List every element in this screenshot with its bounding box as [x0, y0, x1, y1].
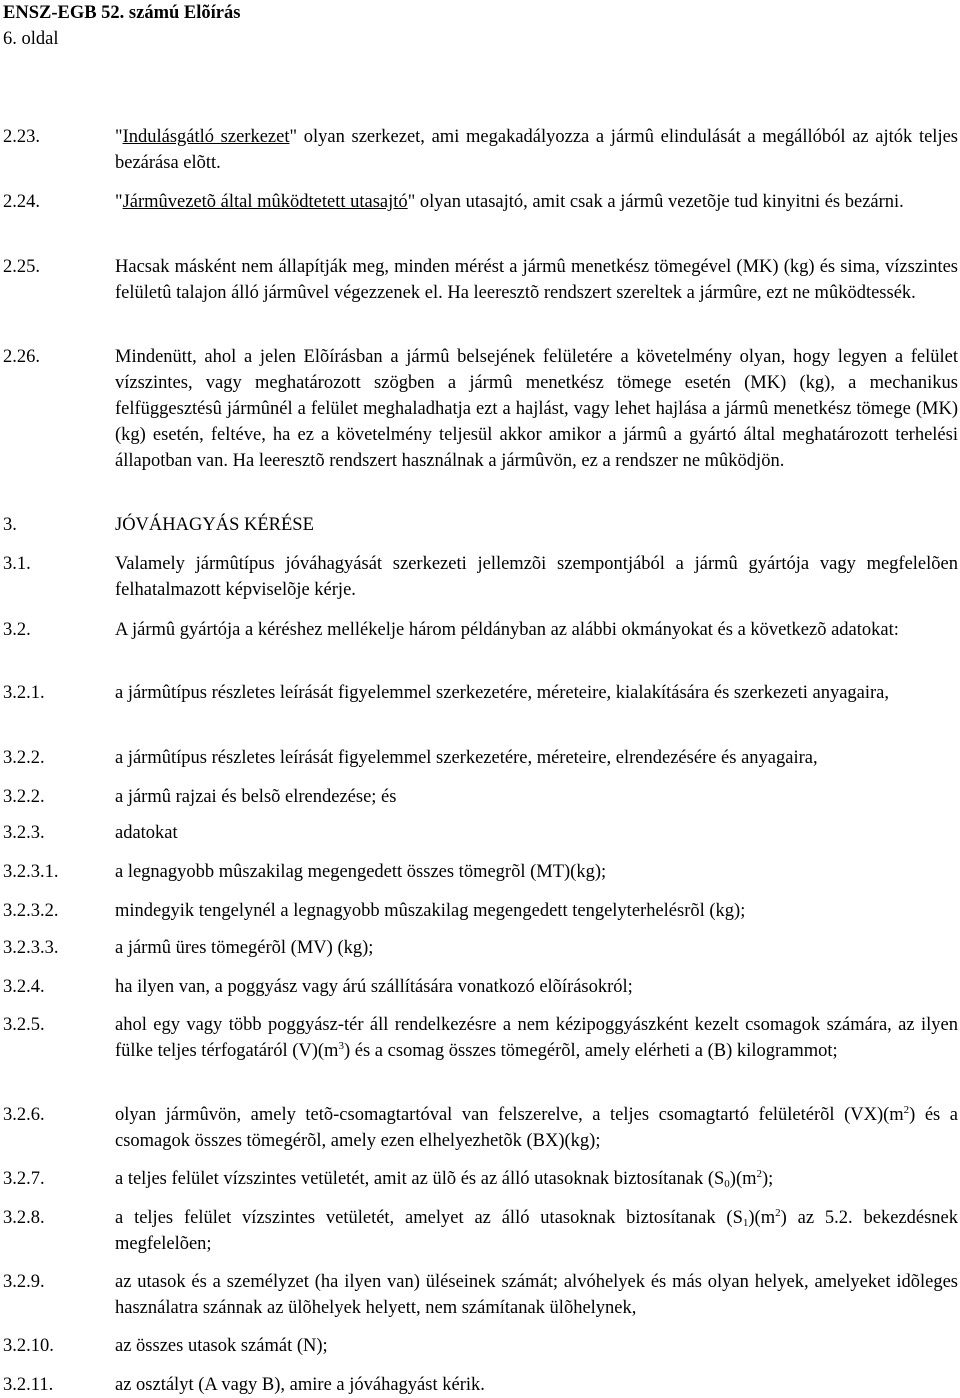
paragraph-number: 3.2.4. [3, 977, 45, 997]
paragraph-number: 3.2.8. [3, 1208, 45, 1228]
paragraph-3-2-10 [3, 1333, 958, 1359]
paragraph-text: a jármû üres tömegérõl (MV) (kg); [115, 938, 374, 958]
paragraph-text: Hacsak másként nem állapítják meg, minden mérést a jármû menetkész tömegével (MK) (kg) és sima, vízszintes felületû talajon álló jármûvel végezzenek el. Ha leeresztõ rendszert szereltek a jármûre, ezt ne mûködtessék. [115, 257, 958, 303]
paragraph-number: 3.2.3.3. [3, 938, 59, 958]
paragraph-text: az osztályt (A vagy B), amire a jóváhagyást kérik. [115, 1375, 485, 1395]
paragraph-text: az összes utasok számát (N); [115, 1336, 328, 1356]
paragraph-3-2-6 [3, 1102, 958, 1154]
paragraph-text: "Indulásgátló szerkezet" olyan szerkezet, ami megakadályozza a jármû elindulását a megállóból az ajtók teljes bezárása elõtt. [115, 127, 959, 173]
paragraph-3-2-8 [3, 1205, 958, 1257]
paragraph-3-2-3 [3, 820, 958, 846]
page-header [3, 0, 240, 52]
paragraph-text: az utasok és a személyzet (ha ilyen van) üléseinek számát; alvóhelyek és más olyan helyek, amelyeket idõleges használatra szánnak az ülõhelyek helyett, nem számítanak ülõhelynek, [115, 1272, 958, 1318]
paragraph-number: 2.23. [3, 127, 40, 147]
paragraph-2-23 [3, 124, 958, 176]
paragraph-number: 3.2.5. [3, 1015, 45, 1035]
paragraph-number: 3.2.1. [3, 683, 45, 703]
paragraph-text: ha ilyen van, a poggyász vagy árú szállítására vonatkozó elõírásokról; [115, 977, 633, 997]
paragraph-text: "Jármûvezetõ által mûködtetett utasajtó" olyan utasajtó, amit csak a jármû vezetõje tud kinyitni és bezárni. [115, 192, 904, 212]
paragraph-2-25 [3, 254, 958, 306]
paragraph-number: 3.2.9. [3, 1272, 45, 1292]
paragraph-number: 3.2.2. [3, 748, 45, 768]
paragraph-text: Mindenütt, ahol a jelen Elõírásban a jármû belsejének felületére a követelmény olyan, hogy legyen a felület vízszintes, vagy meghatározott szögben a jármû menetkész tömege esetén (MK) (kg), a mechanikus felfüggesztésû jármûnél a felület meghaladhatja ezt a hajlást, vagy lehet hajlása a jármû menetkész tömege (MK) (kg) esetén, feltéve, ha ez a követelmény teljesül akkor amikor a jármû a gyártó által meghatározott terhelési állapotban van. Ha leeresztõ rendszert használnak a jármûvön, ez a rendszer ne mûködjön. [115, 347, 958, 471]
paragraph-number: 2.25. [3, 257, 40, 277]
paragraph-number: 3.2.2. [3, 787, 45, 807]
paragraph-3-2-1 [3, 680, 958, 706]
paragraph-3-2-9 [3, 1269, 958, 1321]
paragraph-text: adatokat [115, 823, 178, 843]
paragraph-3-2-11 [3, 1372, 958, 1398]
paragraph-number: 3.2.3. [3, 823, 45, 843]
paragraph-3-2-3-2 [3, 898, 958, 924]
defined-term: Indulásgátló szerkezet [122, 127, 290, 147]
paragraph-text: a jármûtípus részletes leírását figyelemmel szerkezetére, méreteire, elrendezésére és anyagaira, [115, 748, 818, 768]
paragraph-text: A jármû gyártója a kéréshez mellékelje három példányban az alábbi okmányokat és a következõ adatokat: [115, 620, 899, 640]
paragraph-text: olyan jármûvön, amely tetõ-csomagtartóval van felszerelve, a teljes csomagtartó felületérõl $(VX)(m^2)$ és a csomagok összes tömegérõl, amely ezen elhelyezhetõk (BX)(kg); [115, 1104, 958, 1151]
paragraph-number: 2.24. [3, 192, 40, 212]
paragraph-2-24 [3, 189, 958, 215]
paragraph-text: a teljes felület vízszintes vetületét, amelyet az álló utasoknak biztosítanak $(S_1)(m^2)$ az 5.2. bekezdésnek megfelelõen; [115, 1207, 958, 1254]
paragraph-text: a jármûtípus részletes leírását figyelemmel szerkezetére, méreteire, kialakítására és szerkezeti anyagaira, [115, 683, 890, 703]
paragraph-text: mindegyik tengelynél a legnagyobb mûszakilag megengedett tengelyterhelésrõl (kg); [115, 901, 746, 921]
paragraph-number: 3.2.6. [3, 1105, 45, 1125]
document-title: ENSZ-EGB 52. számú Elõírás [3, 3, 241, 23]
paragraph-number: 3.2.3.2. [3, 901, 59, 921]
paragraph-text: a jármû rajzai és belsõ elrendezése; és [115, 787, 397, 807]
paragraph-text: Valamely jármûtípus jóváhagyását szerkezeti jellemzõi szempontjából a jármû gyártója vagy megfelelõen felhatalmazott képviselõje kérje. [115, 554, 958, 600]
paragraph-3-2 [3, 617, 958, 643]
paragraph-number: 3.2.3.1. [3, 862, 59, 882]
paragraph-3-2-3-1 [3, 859, 958, 885]
paragraph-3-2-2 [3, 745, 958, 771]
defined-term: Jármûvezetõ által mûködtetett utasajtó [122, 192, 408, 212]
section-number: 3. [3, 515, 17, 535]
paragraph-3-2-7 [3, 1166, 958, 1192]
paragraph-3-2-3-3 [3, 935, 958, 961]
paragraph-text: a legnagyobb mûszakilag megengedett összes tömegrõl (MT)(kg); [115, 862, 607, 882]
paragraph-3-2-2-b [3, 784, 958, 810]
paragraph-text: a teljes felület vízszintes vetületét, amit az ülõ és az álló utasoknak biztosítanak $(S_0)(m^2)$; [115, 1168, 774, 1190]
paragraph-number: 3.1. [3, 554, 31, 574]
paragraph-number: 2.26. [3, 347, 40, 367]
section-title: JÓVÁHAGYÁS KÉRÉSE [115, 515, 314, 535]
paragraph-2-26 [3, 344, 958, 474]
page-number: 6. oldal [3, 29, 59, 49]
paragraph-3-2-5 [3, 1012, 958, 1064]
paragraph-number: 3.2.7. [3, 1169, 45, 1189]
paragraph-3-1 [3, 551, 958, 603]
paragraph-number: 3.2.11. [3, 1375, 54, 1395]
paragraph-3-2-4 [3, 974, 958, 1000]
paragraph-number: 3.2. [3, 620, 31, 640]
paragraph-number: 3.2.10. [3, 1336, 54, 1356]
paragraph-text: ahol egy vagy több poggyász-tér áll rendelkezésre a nem kézipoggyászként kezelt csomagok számára, az ilyen fülke teljes térfogatáról $(V)(m^3)$ és a csomag összes tömegérõl, amely elérheti a (B) kilogrammot; [115, 1015, 958, 1061]
section-heading-3 [3, 512, 958, 538]
